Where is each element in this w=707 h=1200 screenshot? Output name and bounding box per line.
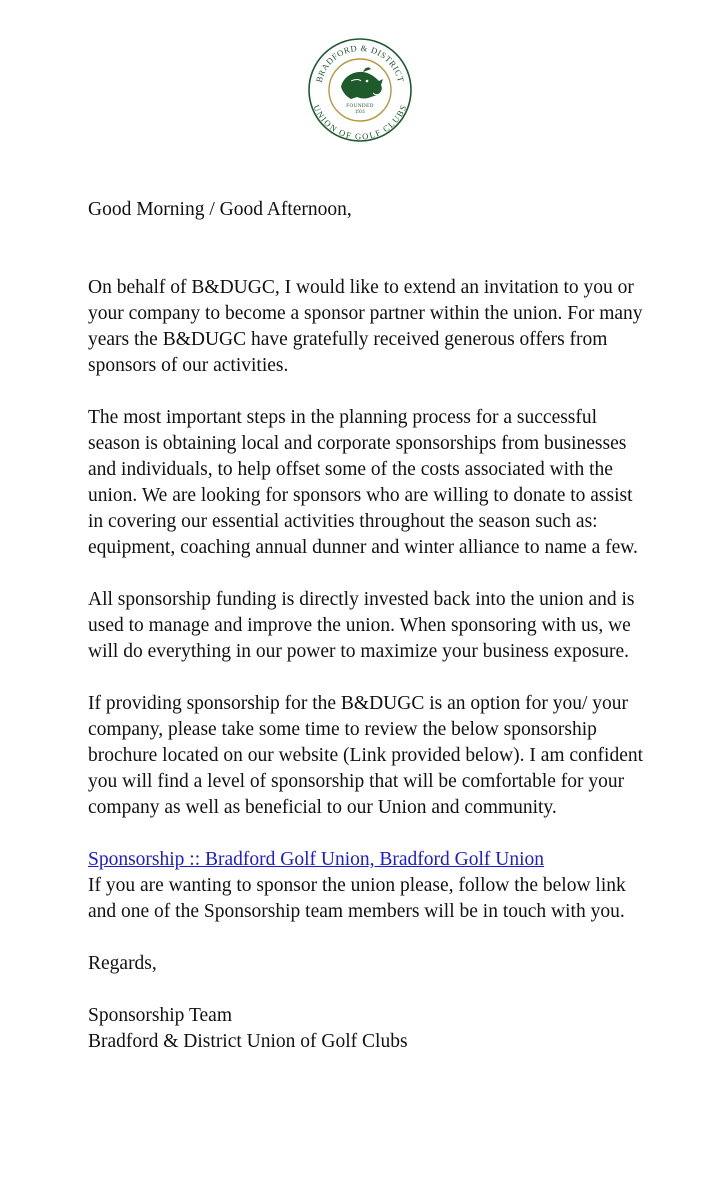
union-logo <box>307 37 413 143</box>
closing: Regards, <box>88 953 157 974</box>
boar-head-icon <box>341 67 383 99</box>
paragraph-brochure: If providing sponsorship for the B&DUGC is an option for you/ your company, please take some time to review the below sponsorship brochure located on our website (Link provided below). I am confident you will find a level of sponsorship that will be comfortable for your company as well as beneficial to our Union and community. <box>88 693 644 818</box>
letter-body <box>88 197 648 1055</box>
paragraph-follow-link: If you are wanting to sponsor the union please, follow the below link and one of the Sponsorship team members will be in touch with you. <box>88 875 626 922</box>
signature-organisation: Bradford & District Union of Golf Clubs <box>88 1031 408 1052</box>
paragraph-funding: All sponsorship funding is directly invested back into the union and is used to manage and improve the union. When sponsoring with us, we will do everything in our power to maximize your business exposure. <box>88 589 635 662</box>
sponsorship-link[interactable]: Sponsorship :: Bradford Golf Union, Bradford Golf Union <box>88 849 545 870</box>
logo-founded-year: 1931 <box>354 109 366 115</box>
paragraph-planning: The most important steps in the planning process for a successful season is obtaining local and corporate sponsorships from businesses and individuals, to help offset some of the costs associated with the union. We are looking for sponsors who are willing to donate to assist in covering our essential activities throughout the season such as: equipment, coaching annual dunner and winter alliance to name a few. <box>88 407 638 558</box>
logo-founded-label: FOUNDED <box>346 103 374 109</box>
greeting: Good Morning / Good Afternoon, <box>88 199 352 220</box>
logo-bottom-text: UNION OF GOLF CLUBS <box>311 103 409 142</box>
paragraph-invitation: On behalf of B&DUGC, I would like to extend an invitation to you or your company to become a sponsor partner within the union. For many years the B&DUGC have gratefully received generous offers from sponsors of our activities. <box>88 277 643 376</box>
logo-top-text: BRADFORD & DISTRICT <box>313 42 407 84</box>
logo-emblem <box>307 37 413 143</box>
signature-team: Sponsorship Team <box>88 1005 232 1026</box>
